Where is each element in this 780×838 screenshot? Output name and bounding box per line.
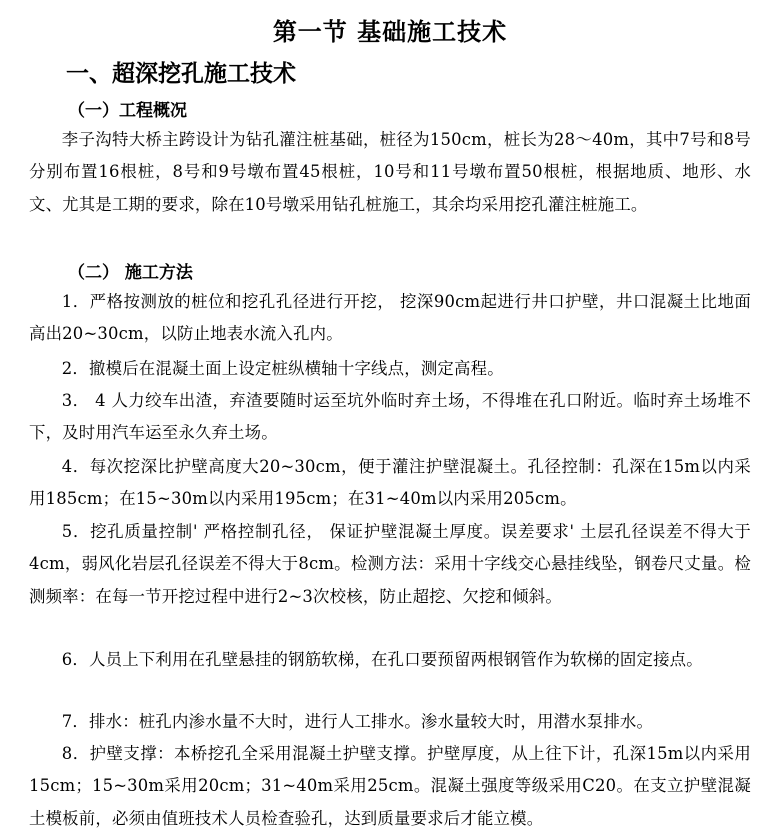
method-item-3: 3． 4 人力绞车出渣，弃渣要随时运至坑外临时弃土场，不得堆在孔口附近。临时弃土场堆不下，及时用汽车运至永久弃土场。 xyxy=(29,391,751,443)
section-title: 第一节 基础施工技术 xyxy=(272,18,508,46)
method-item-8: 8．护壁支撑：本桥挖孔全采用混凝土护壁支撑。护壁厚度，从上往下计，孔深15m以内采用15cm；15~30m采用20cm；31~40m采用25cm。混凝土强度等级采用C20。在支立护壁混凝土模板前，必须由值班技术人员检查验孔，达到质量要求后才能立模。 xyxy=(29,744,751,828)
method-item-5: 5．挖孔质量控制' 严格控制孔径， 保证护壁混凝土厚度。误差要求' 土层孔径误差不得大于4cm，弱风化岩层孔径误差不得大于8cm。检测方法：采用十字线交心悬挂线坠，钢卷尺丈量。检测频率：在每一节开挖过程中进行2~3次校核，防止超挖、欠挖和倾斜。 xyxy=(29,522,751,606)
method-item-1: 1．严格按测放的桩位和挖孔孔径进行开挖， 挖深90cm起进行井口护壁，井口混凝土比地面高出20~30cm，以防止地表水流入孔内。 xyxy=(29,292,751,344)
method-item-6: 6．人员上下利用在孔壁悬挂的钢筋软梯，在孔口要预留两根钢管作为软梯的固定接点。 xyxy=(61,650,703,669)
subheading-construction-method: （二） 施工方法 xyxy=(68,263,193,283)
method-item-7: 7．排水：桩孔内渗水量不大时，进行人工排水。渗水量较大时，用潜水泵排水。 xyxy=(61,712,654,731)
subheading-project-overview: （一）工程概况 xyxy=(68,101,187,121)
method-item-4: 4．每次挖深比护壁高度大20~30cm，便于灌注护壁混凝土。孔径控制：孔深在15m以内采用185cm；在15~30m以内采用195cm；在31~40m以内采用205cm。 xyxy=(29,457,751,509)
heading-1: 一、超深挖孔施工技术 xyxy=(66,61,296,87)
paragraph-project-overview: 李子沟特大桥主跨设计为钻孔灌注桩基础，桩径为150cm，桩长为28～40m，其中7号和8号分别布置16根桩，8号和9号墩布置45根桩，10号和11号墩布置50根桩，根据地质、地形、水文、尤其是工期的要求，除在10号墩采用钻孔桩施工，其余均采用挖孔灌注桩施工。 xyxy=(29,130,751,214)
method-item-2: 2．撤模后在混凝土面上设定桩纵横轴十字线点，测定高程。 xyxy=(61,359,504,378)
